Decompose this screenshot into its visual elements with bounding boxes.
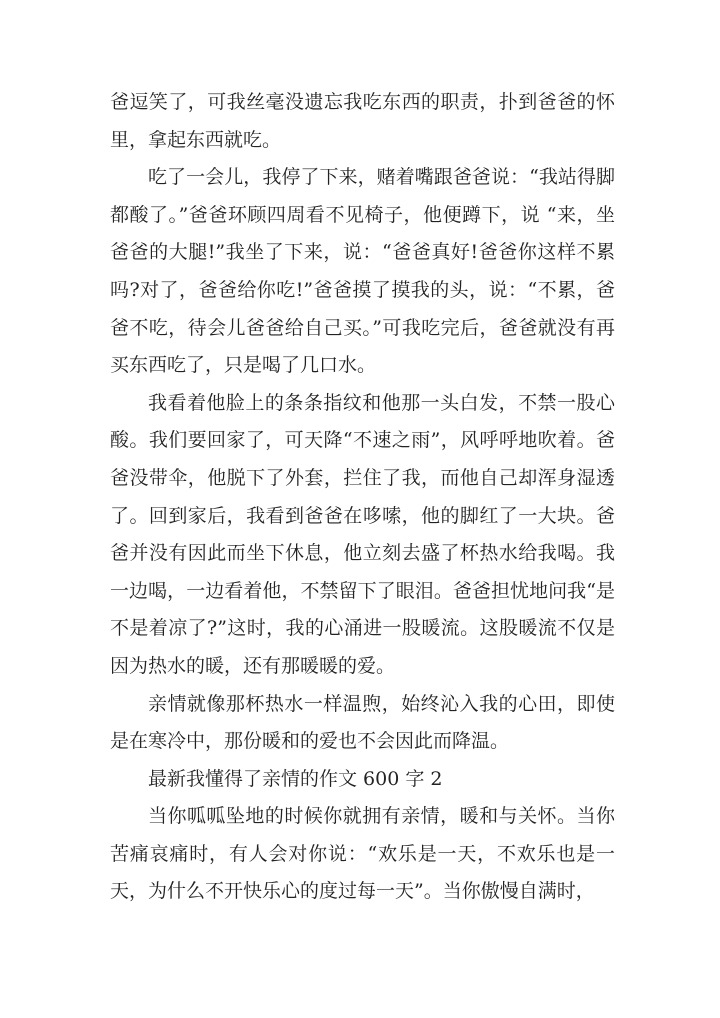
paragraph-essay-two-opening: 当你呱呱坠地的时候你就拥有亲情，暖和与关怀。当你苦痛哀痛时，有人会对你说：“欢乐是一天，不欢乐也是一天，为什么不开快乐心的度过每一天”。当你傲慢自满时，	[110, 805, 615, 903]
paragraph-rain-walk-home: 我看着他脸上的条条指纹和他那一头白发，不禁一股心酸。我们要回家了，可天降“不速之雨”，风呼呼地吹着。爸爸没带伞，他脱下了外套，拦住了我，而他自己却浑身湿透了。回到家后，我看到爸爸在哆嗦，他的脚红了一大块。爸爸并没有因此而坐下休息，他立刻去盛了杯热水给我喝。我一边喝，一边看着他，不禁留下了眼泪。爸爸担忧地问我“是不是着凉了?”这时，我的心涌进一股暖流。这股暖流不仅是因为热水的暖，还有那暖暖的爱。	[110, 391, 615, 677]
essay-heading: 最新我懂得了亲情的作文 600 字 2	[148, 767, 443, 790]
document-body	[110, 84, 615, 911]
paragraph-conclusion: 亲情就像那杯热水一样温煦，始终沁入我的心田，即使是在寒冷中，那份暖和的爱也不会因此而降温。	[110, 692, 615, 753]
paragraph-continuation: 爸逗笑了，可我丝毫没遗忘我吃东西的职责，扑到爸爸的怀里，拿起东西就吃。	[110, 91, 615, 151]
paragraph-rest-and-conversation: 吃了一会儿，我停了下来，赌着嘴跟爸爸说：“我站得脚都酸了。”爸爸环顾四周看不见椅子，他便蹲下，说 “来，坐爸爸的大腿!”我坐了下来，说：“爸爸真好!爸爸你这样不累吗?对了，爸爸给你吃!”爸爸摸了摸我的头，说：“不累，爸爸不吃，待会儿爸爸给自己买。”可我吃完后，爸爸就没有再买东西吃了，只是喝了几口水。	[110, 166, 615, 377]
